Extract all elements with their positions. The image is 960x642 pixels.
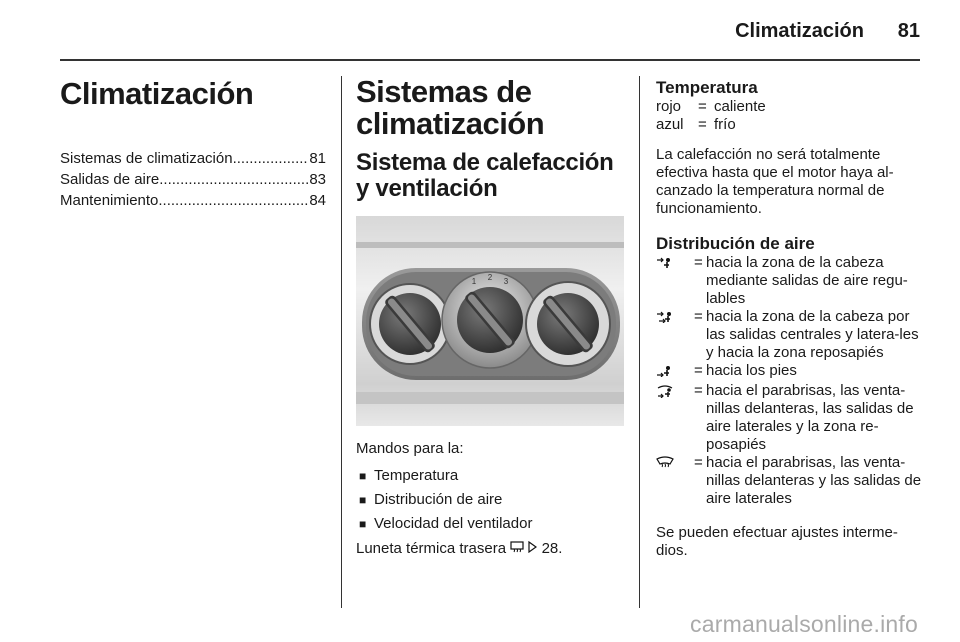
header-title: Climatización	[735, 20, 864, 42]
header-rule	[60, 59, 920, 61]
page-reference-icon	[528, 540, 537, 558]
column-divider-2	[639, 76, 640, 608]
legend-row: = hacia la zona de la cabeza mediante salidas de aire regu-lables	[656, 254, 924, 308]
toc-entry[interactable]: Salidas de aire ..... 83	[60, 169, 326, 190]
windscreen-defrost-icon	[656, 454, 694, 508]
page-number: 81	[897, 20, 920, 42]
legend-row: = hacia los pies	[656, 362, 924, 382]
chapter-title: Climatización	[60, 76, 254, 111]
legend-row: = hacia la zona de la cabeza por las salidas centrales y latera-les y hacia la zona reposapiés	[656, 308, 924, 362]
legend-row: azul = frío	[656, 116, 736, 133]
temperature-heading: Temperatura	[656, 78, 758, 97]
svg-text:3: 3	[503, 277, 509, 286]
rear-window-heating-icon	[510, 540, 524, 558]
column-systems	[356, 76, 624, 558]
subsection-title: Sistema de calefacción y ventilación	[356, 149, 614, 202]
control-panel-illustration	[356, 216, 624, 426]
legend-row: = hacia el parabrisas, las venta-nillas delanteras, las salidas de aire laterales y la zona re-posapiés	[656, 382, 924, 454]
bullet-icon: ■	[359, 493, 367, 507]
windscreen-feet-airflow-icon	[656, 382, 694, 454]
fan-speed-dial	[526, 282, 610, 366]
list-item: ■ Distribución de aire	[356, 488, 624, 512]
air-distribution-dial	[442, 272, 538, 368]
legend-row: = hacia el parabrisas, las venta-nillas delanteras y las salidas de aire laterales	[656, 454, 924, 508]
toc-entry[interactable]: Sistemas de climatización ..... 81	[60, 148, 326, 169]
column-toc	[60, 78, 326, 211]
list-item: ■ Velocidad del ventilador	[356, 512, 624, 536]
head-airflow-icon	[656, 254, 694, 308]
controls-intro: Mandos para la:	[356, 440, 464, 457]
bullet-icon: ■	[359, 517, 367, 531]
controls-list	[356, 464, 624, 536]
svg-text:1: 1	[471, 277, 477, 286]
distribution-legend	[656, 254, 924, 508]
page-reference-link[interactable]: 28.	[541, 540, 563, 557]
temperature-legend	[656, 98, 924, 134]
distribution-heading: Distribución de aire	[656, 234, 815, 253]
toc-entry[interactable]: Mantenimiento ..... 84	[60, 190, 326, 211]
svg-text:2: 2	[487, 273, 493, 282]
temperature-dial	[370, 284, 450, 364]
column-details	[656, 78, 924, 560]
section-title: Sistemas de climatización	[356, 74, 545, 141]
feet-airflow-icon	[656, 362, 694, 382]
control-panel-photo	[356, 216, 624, 426]
column-divider-1	[341, 76, 342, 608]
table-of-contents	[60, 148, 326, 211]
page-header	[0, 0, 960, 60]
distribution-note: Se pueden efectuar ajustes interme-dios.	[656, 524, 898, 559]
legend-row: rojo = caliente	[656, 98, 766, 115]
list-item: ■ Temperatura	[356, 464, 624, 488]
temperature-note: La calefacción no será totalmente efectiva hasta que el motor haya al-canzado la temperatura normal de funcionamiento.	[656, 146, 894, 217]
rear-window-line: Luneta térmica trasera 28.	[356, 540, 563, 557]
watermark: carmanualsonline.info	[690, 611, 918, 637]
head-feet-airflow-icon	[656, 308, 694, 362]
bullet-icon: ■	[359, 469, 367, 483]
